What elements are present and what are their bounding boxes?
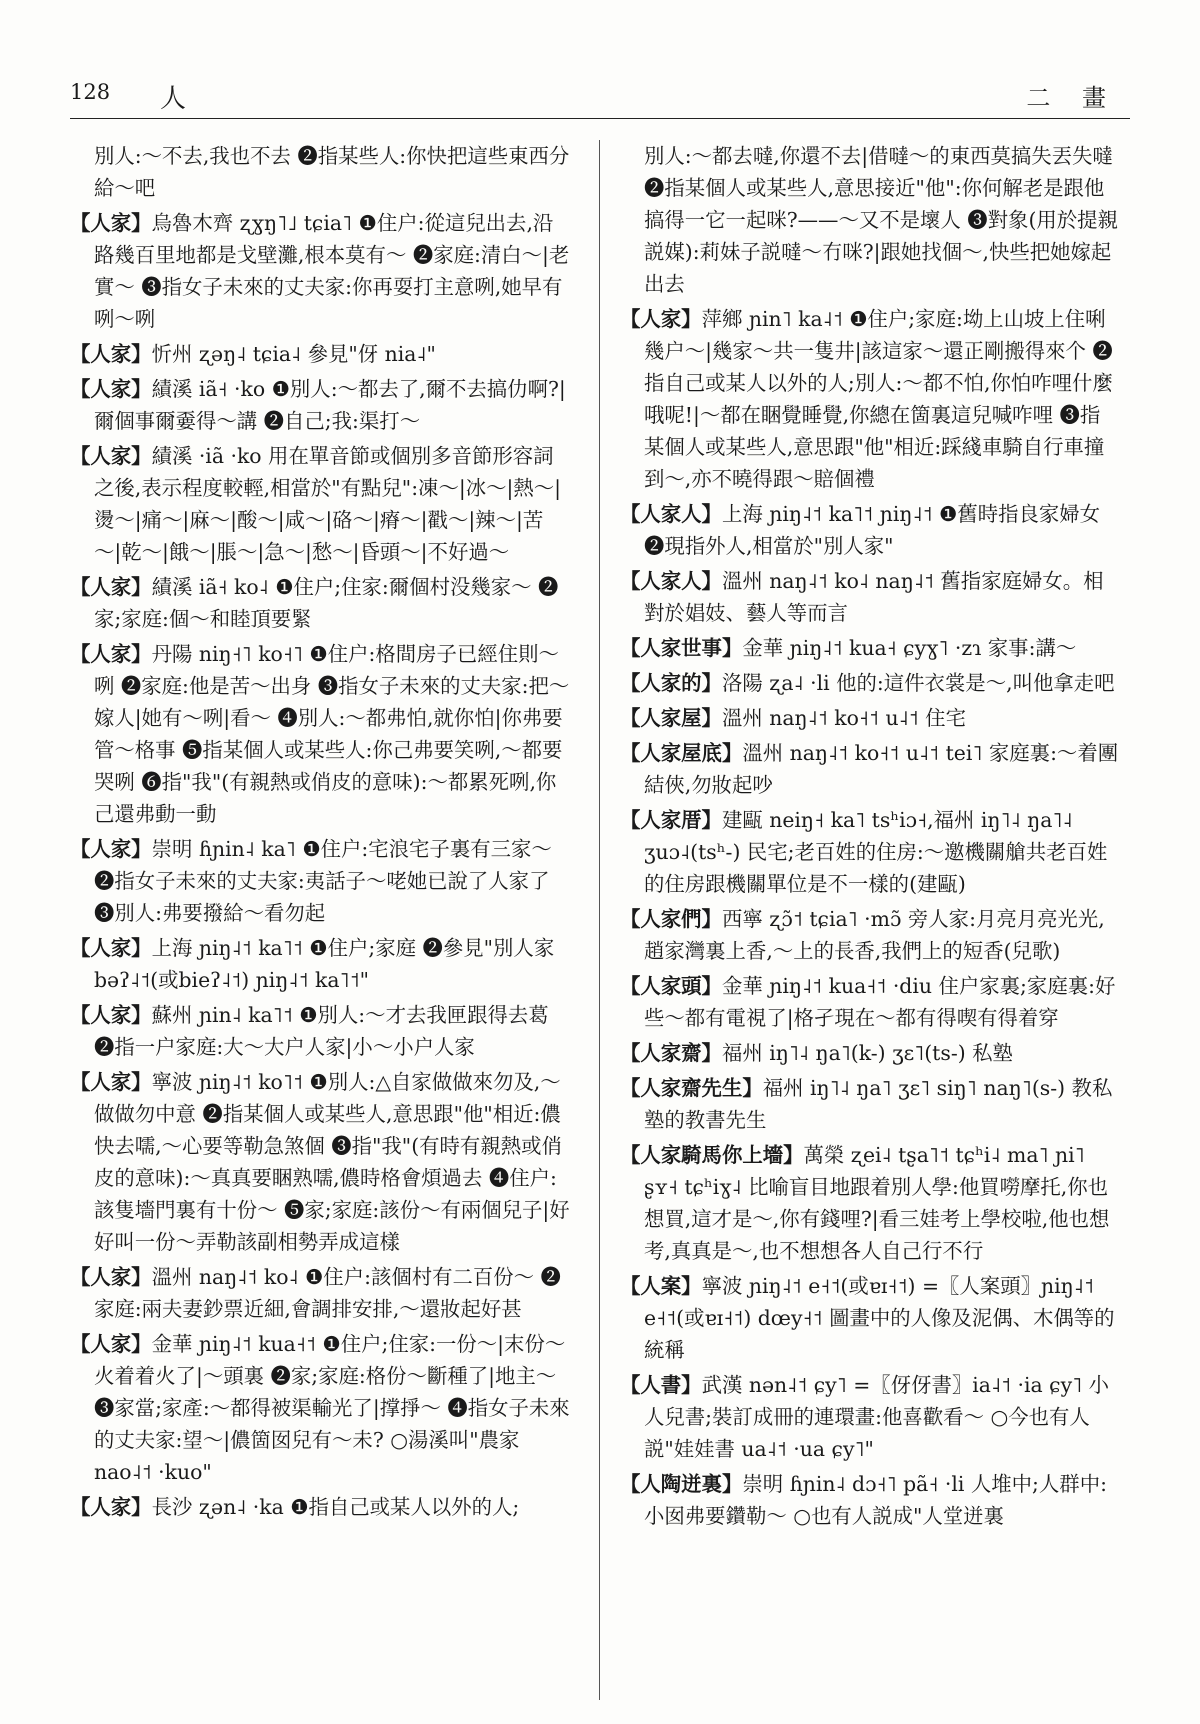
entry-headword: 【人家】 [70,642,152,666]
entry-text: 烏魯木齊 ʐɣŋ˥˩ tɕia˥ ❶住户:從這兒出去,沿路幾百里地都是戈壁灘,根本莫有～ ❷家庭:清白～|老實～ ❸指女子未來的丈夫家:你再耍打主意咧,她早有咧～咧 [94,211,570,331]
entry-text: 金華 ɲiŋ˨˦ kua˧˦ ❶住户;住家:一份～|末份～火着着火了|～頭裏 ❷家;家庭:格份～斷種了|地主～ ❸家當;家產:～都得被渠輸光了|撑掙～ ❹指女子未來的丈夫家:望～|儂箇囡兒有～未? ○湯溪叫"農家 nao˨˦ ·kuo" [94,1332,570,1484]
entry-text: 績溪 iã˧ ·ko ❶別人:～都去了,爾不去搞仂啊?|爾個事爾嫑得～講 ❷自己;我:渠打～ [94,377,566,433]
entry-headword: 【人家】 [620,307,702,331]
entry-text: 福州 iŋ˥˨ ŋa˥(k-) ʒɛ˥(ts-) 私塾 [721,1041,1013,1065]
entry-text: 萬榮 ʐei˨ tʂa˥˦ tɕʰi˨ ma˥ ɲi˥ ʂʏ˧ tɕʰiɣ˨ 比喻盲目地跟着別人學:他買嘮摩托,你也想買,這才是～,你有錢哩?|看三娃考上學校啦,他也想考,真真是～,也不想想各人自己行不行 [644,1143,1110,1263]
entry-text: 績溪 ·iã ·ko 用在單音節或個別多音節形容詞之後,表示程度較輕,相當於"有點兒":凍～|冰～|熱～|燙～|痛～|麻～|酸～|咸～|硌～|瘠～|戳～|辣～|苦～|乾～|餓～|脹～|急～|愁～|昏頭～|不好過～ [94,444,562,564]
dictionary-entry [620,970,1120,1034]
dictionary-entry [620,565,1120,629]
entry-headword: 【人家騎馬你上墻】 [620,1143,804,1167]
dictionary-entry [70,338,570,370]
dictionary-entry [620,1369,1120,1465]
entry-headword: 【人家】 [70,936,152,960]
entry-text: 溫州 naŋ˨˦ ko˧˦ u˨˦ 住宅 [721,706,966,730]
entry-text: 績溪 iã˧ ko˨ ❶住户;住家:爾個村没幾家～ ❷家;家庭:個～和睦頂要緊 [94,575,559,631]
dictionary-entry [620,1468,1120,1532]
entry-text: 崇明 ɦɲin˨ dɔ˧˥ pã˧ ·li 人堆中;人群中:小囡弗要鑽勒～ ○也有人説成"人堂迸裏 [644,1472,1107,1528]
dictionary-entry [70,1491,570,1523]
dictionary-entry [620,667,1120,699]
entry-text: 溫州 naŋ˨˦ ko˨ ❶住户:該個村有二百份～ ❷家庭:兩夫妻鈔票近細,會調排安排,～還妝起好甚 [94,1265,561,1321]
entry-text: 寧波 ɲiŋ˨˦ e˧˦(或ɐɪ˧˦) =〖人案頭〗ɲiŋ˨˦ e˧˦(或ɐɪ˧˦) dœy˧˦ 圖畫中的人像及泥偶、木偶等的統稱 [644,1274,1115,1362]
entry-headword: 【人家】 [70,211,152,235]
entry-headword: 【人家世事】 [620,636,743,660]
entry-headword: 【人家厝】 [620,808,722,832]
dictionary-entry [70,440,570,568]
entry-text: 萍鄉 ɲin˥ ka˨˦ ❶住户;家庭:坳上山坡上住唎幾户～|幾家～共一隻井|該這家～還正剛搬得來个 ❷指自己或某人以外的人;別人:～都不怕,你怕咋哩什麼哦呢!|～都在睏覺睡覺,你總在箇裏這兒喊咋哩 ❸指某個人或某些人,意思跟"他"相近:踩綫車騎自行車撞到～,亦不曉得跟～賠個禮 [644,307,1113,491]
dictionary-entry [620,737,1120,801]
entry-headword: 【人家】 [70,377,152,401]
dictionary-entry [620,303,1120,495]
dictionary-entry [620,804,1120,900]
dictionary-entry [70,373,570,437]
entry-text: 西寧 ʐɔ̃˦ tɕia˥ ·mɔ̃ 旁人家:月亮月亮光光,趙家灣裏上香,～上的長香,我們上的短香(兒歌) [644,907,1105,963]
entry-headword: 【人家】 [70,444,152,468]
dictionary-entry [620,1270,1120,1366]
entry-headword: 【人家齋】 [620,1041,722,1065]
running-head-character: 人 [160,84,187,114]
dictionary-entry [70,207,570,335]
entry-text: 金華 ɲiŋ˨˦ kua˧˦ ·diu 住户家裏;家庭裏:好些～都有電視了|格孑現在～都有得喫有得着穿 [644,974,1116,1030]
right-column [620,140,1120,1700]
dictionary-entry [620,498,1120,562]
dictionary-entry [70,999,570,1063]
dictionary-entry [70,638,570,830]
page-number: 128 [70,80,111,104]
entry-headword: 【人案】 [620,1274,702,1298]
dictionary-entry [70,833,570,929]
entry-text: 蘇州 ɲin˨ ka˥˦ ❶別人:～才去我匣跟得去葛 ❷指一户家庭:大～大户人家|小～小户人家 [94,1003,549,1059]
dictionary-entry [620,702,1120,734]
entry-text: 丹陽 niŋ˧˥ ko˧˥ ❶住户:格間房子已經住則～咧 ❷家庭:他是苦～出身 ❸指女子未來的丈夫家:把～嫁人|她有～咧|看～ ❹別人:～都弗怕,就你怕|你弗要管～格事 ❺指某個人或某些人:你己弗要笑咧,～都要哭咧 ❻指"我"(有親熱或俏皮的意味):～都累死咧,你己還弗動一動 [94,642,570,826]
entry-text: 長沙 ʐən˨ ·ka ❶指自己或某人以外的人; [151,1495,520,1519]
dictionary-entry [70,932,570,996]
entry-headword: 【人家】 [70,1070,152,1094]
entry-headword: 【人家】 [70,1003,152,1027]
entry-headword: 【人家人】 [620,502,722,526]
entry-text: 武漢 nən˨˦ ɕy˥ =〖伢伢書〗ia˨˦ ·ia ɕy˥ 小人兒書;裝訂成冊的連環畫:他喜歡看～ ○今也有人説"娃娃書 ua˨˦ ·ua ɕy˥" [644,1373,1110,1461]
entry-text: 溫州 naŋ˨˦ ko˨ naŋ˨˦ 舊指家庭婦女。相對於娼妓、藝人等而言 [644,569,1104,625]
dictionary-entry [70,1261,570,1325]
entry-text: 別人:～不去,我也不去 ❷指某些人:你快把這些東西分給～吧 [94,144,570,200]
entry-headword: 【人家】 [70,1495,152,1519]
entry-headword: 【人家齋先生】 [620,1076,763,1100]
dictionary-entry [620,1037,1120,1069]
entry-headword: 【人家屋底】 [620,741,743,765]
entry-headword: 【人家】 [70,575,152,599]
entry-headword: 【人陶迸裏】 [620,1472,743,1496]
entry-headword: 【人家屋】 [620,706,722,730]
page-header [70,78,1130,119]
entry-headword: 【人家頭】 [620,974,722,998]
entry-text: 崇明 ɦɲin˨ ka˥ ❶住户:宅浪宅子裏有三家～ ❷指女子未來的丈夫家:夷話子～咾她已說了人家了 ❸別人:弗要撥給～看勿起 [94,837,552,925]
dictionary-entry [70,1066,570,1258]
entry-headword: 【人家】 [70,1332,152,1356]
dictionary-entry [70,1328,570,1488]
column-divider [599,140,600,1700]
entry-text: 建甌 neiŋ˧ ka˥ tsʰiɔ˧,福州 iŋ˥˨ ŋa˥˨ ʒuɔ˨(tsʰ-) 民宅;老百姓的住房:～邀機關艙共老百姓的住房跟機關單位是不一樣的(建甌) [644,808,1108,896]
dictionary-entry [70,571,570,635]
entry-text: 福州 iŋ˥˨ ŋa˥ ʒɛ˥ siŋ˥ naŋ˥(s-) 教私塾的教書先生 [644,1076,1113,1132]
entry-text: 忻州 ʐəŋ˨ tɕia˨ 參見"伢 nia˨" [151,342,436,366]
dictionary-entry [620,632,1120,664]
entry-text: 上海 ɲiŋ˨˦ ka˥˦ ❶住户;家庭 ❷參見"別人家 bəʔ˨˦(或bieʔ˨˦) ɲiŋ˨˦ ka˥˦" [94,936,555,992]
entry-headword: 【人家的】 [620,671,722,695]
entry-text: 寧波 ɲiŋ˨˦ ko˥˦ ❶別人:△自家做做來勿及,～做做勿中意 ❷指某個人或某些人,意思跟"他"相近:儂快去嚅,～心要等勒急煞個 ❸指"我"(有時有親熱或俏皮的意味):～真真要睏熟嚅,儂時格會煩過去 ❹住户:該隻墻門裏有十份～ ❺家;家庭:該份～有兩個兒子|好好叫一份～弄勒該副相勢弄成這樣 [94,1070,570,1254]
entry-text: 別人:～都去噠,你還不去|借噠～的東西莫搞失丟失噠 ❷指某個人或某些人,意思接近"他":你何解老是跟他搞得一它一起咪?——～又不是壞人 ❸對象(用於提親説媒):莉妹子説噠～冇咪?|跟她找個～,快些把她嫁起出去 [644,144,1118,296]
entry-text: 洛陽 ʐa˨ ·li 他的:這件衣裳是～,叫他拿走吧 [721,671,1115,695]
entry-text: 上海 ɲiŋ˨˦ ka˥˦ ɲiŋ˨˦ ❶舊時指良家婦女 ❷現指外人,相當於"別人家" [644,502,1101,558]
dictionary-entry [620,903,1120,967]
section-label: 二 畫 [1026,84,1118,112]
dictionary-entry [620,140,1120,300]
entry-headword: 【人家人】 [620,569,722,593]
dictionary-entry [620,1072,1120,1136]
left-column [70,140,570,1700]
entry-headword: 【人家】 [70,1265,152,1289]
entry-headword: 【人家】 [70,837,152,861]
dictionary-entry [70,140,570,204]
entry-headword: 【人書】 [620,1373,702,1397]
entry-text: 溫州 naŋ˨˦ ko˧˦ u˨˦ tei˥ 家庭裏:～着團結俠,勿妝起吵 [644,741,1119,797]
entry-text: 金華 ɲiŋ˨˦ kua˧ ɕyɣ˥ ·zɿ 家事:講～ [742,636,1077,660]
entry-headword: 【人家們】 [620,907,722,931]
entry-headword: 【人家】 [70,342,152,366]
dictionary-entry [620,1139,1120,1267]
